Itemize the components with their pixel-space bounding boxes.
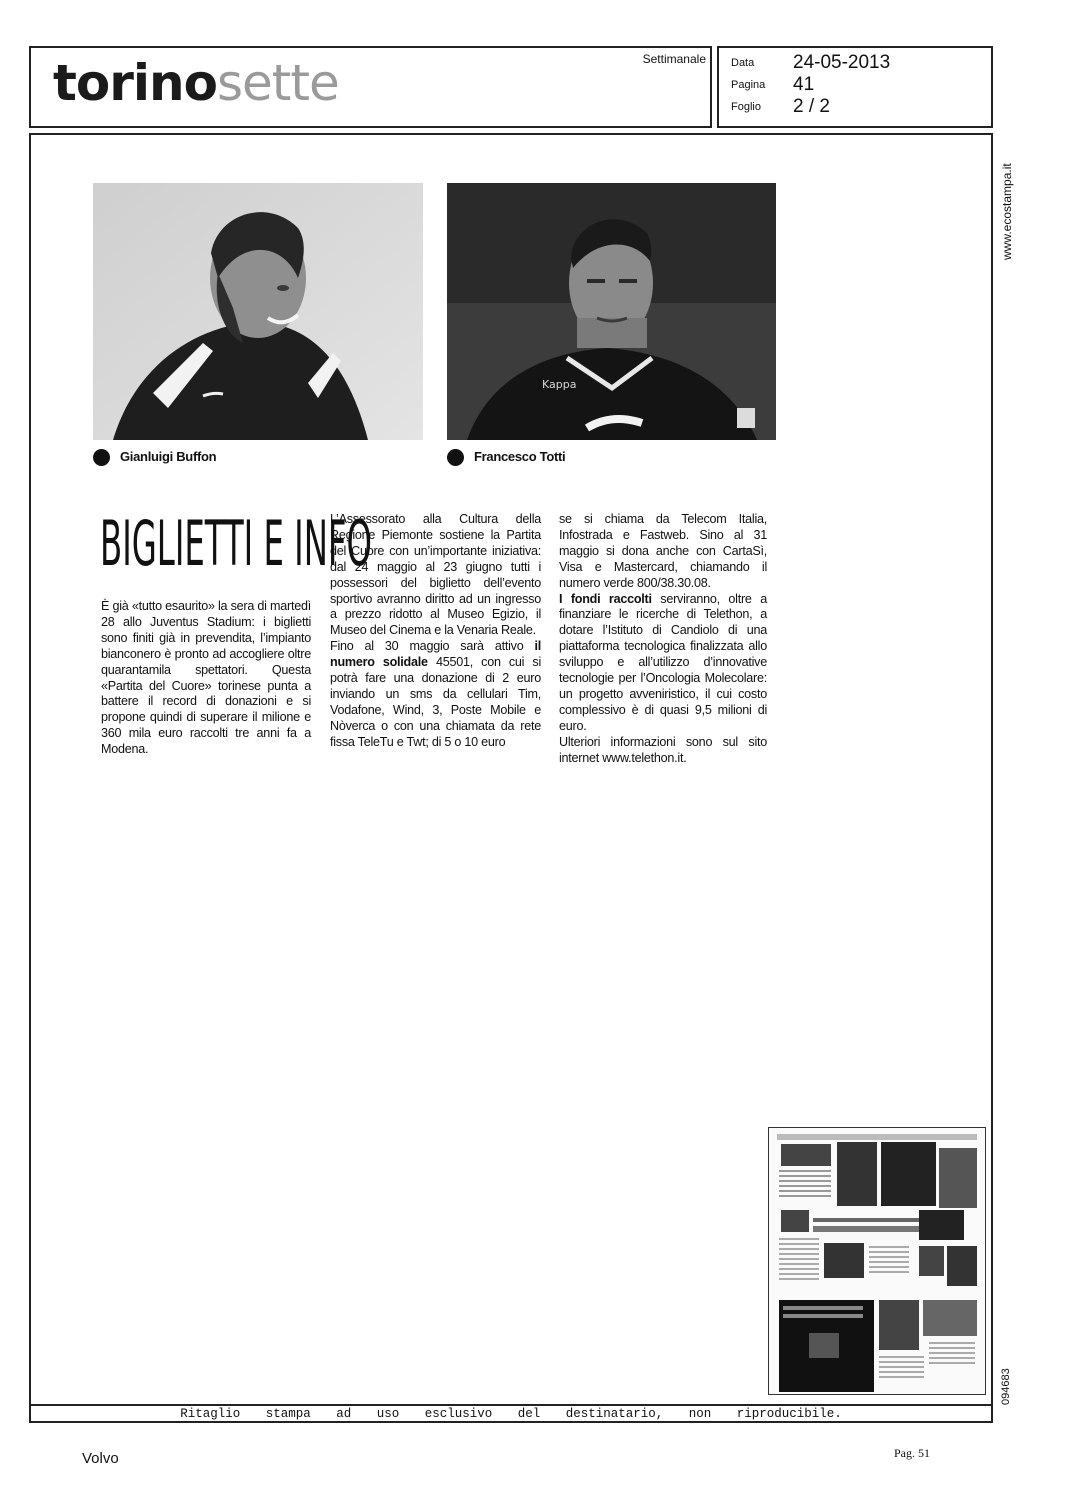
text-run: Fino al 30 maggio sarà attivo	[330, 639, 535, 654]
column-paragraph	[559, 592, 767, 735]
side-website	[1000, 150, 1016, 260]
client-name: Volvo	[82, 1450, 119, 1467]
text-run: 45501, con cui si potrà fare una donazione di 2 euro inviando un sms da cellulari Tim, Vodafone, Wind, 3, Poste Mobile e Nòverca o con una chiamata da rete fissa TeleTu e Twt; di 5 o 10 euro	[330, 655, 542, 749]
meta-label: Pagina	[731, 79, 766, 91]
page-number: Pag. 51	[894, 1446, 930, 1460]
article-column-1	[101, 599, 311, 758]
column-paragraph	[330, 639, 541, 750]
logo-bold-part: torino	[53, 54, 217, 112]
footer-divider	[29, 1404, 993, 1406]
bullet-icon	[93, 449, 110, 466]
clipping-code: 094683	[1000, 1368, 1012, 1405]
logo-light-part: sette	[217, 54, 339, 112]
meta-value: 2 / 2	[793, 96, 830, 117]
publication-logo	[53, 54, 339, 112]
caption-totti	[447, 449, 565, 466]
headline-text: BIGLIETTI E INFO	[100, 507, 372, 580]
text-run: serviranno, oltre a finanziare le ricerche di Telethon, a dotare l’Istituto di Candiolo di una piattaforma tecnologica finalizzata allo sviluppo e all’utilizzo d’innovative tecnologie per l’Oncologia Molecolare: un progetto avveniristico, il cui costo complessivo è di quasi 9,5 milioni di euro.	[559, 591, 767, 733]
photo-buffon	[93, 183, 423, 440]
photo-totti	[447, 183, 776, 440]
reproduction-notice: Ritaglio stampa ad uso esclusivo del destinatario, non riproducibile.	[180, 1407, 842, 1421]
masthead-box	[29, 46, 712, 128]
article-column-3	[559, 512, 767, 767]
meta-label: Data	[731, 57, 755, 69]
meta-value: 41	[793, 74, 815, 95]
page-thumbnail	[768, 1127, 986, 1395]
issue-meta-box	[717, 46, 993, 128]
column-paragraph: se si chiama da Telecom Italia, Infostrada e Fastweb. Sino al 31 maggio si dona anche con CartaSì, Visa e Mastercard, chiamando il numero verde 800/38.30.08.	[559, 512, 767, 590]
column-paragraph: L’Assessorato alla Cultura della Regione Piemonte sostiene la Partita del Cuore con un’importante iniziativa: dal 24 maggio al 23 giugno tutti i possessori del biglietto dell’evento sportivo avranno diritto ad un ingresso a prezzo ridotto al Museo Egizio, il Museo del Cinema e la Venaria Reale.	[330, 512, 541, 638]
caption-text: Gianluigi Buffon	[120, 449, 217, 464]
bold-text-run: il numero solidale	[330, 639, 541, 670]
meta-value: 24-05-2013	[793, 52, 891, 73]
website-text: www.ecostampa.it	[1000, 163, 1014, 260]
column-paragraph: È già «tutto esaurito» la sera di martedì 28 allo Juventus Stadium: i biglietti sono finiti già in prevendita, l’impianto bianconero è pronto ad accogliere oltre quarantamila spettatori. Questa «Partita del Cuore» torinese punta a battere il record di donazioni e si propone quindi di superare il milione e 360 mila euro raccolti tre anni fa a Modena.	[101, 599, 311, 757]
bullet-icon	[447, 449, 464, 466]
svg-text:Kappa: Kappa	[542, 378, 577, 391]
column-paragraph: Ulteriori informazioni sono sul sito internet www.telethon.it.	[559, 734, 767, 765]
caption-text: Francesco Totti	[474, 449, 566, 464]
bold-text-run: I fondi raccolti	[559, 591, 652, 606]
meta-label: Foglio	[731, 101, 761, 113]
article-headline	[100, 507, 372, 580]
side-code	[1000, 1355, 1016, 1405]
article-column-2	[330, 512, 541, 751]
caption-buffon	[93, 449, 216, 466]
frequency-label: Settimanale	[642, 52, 706, 66]
